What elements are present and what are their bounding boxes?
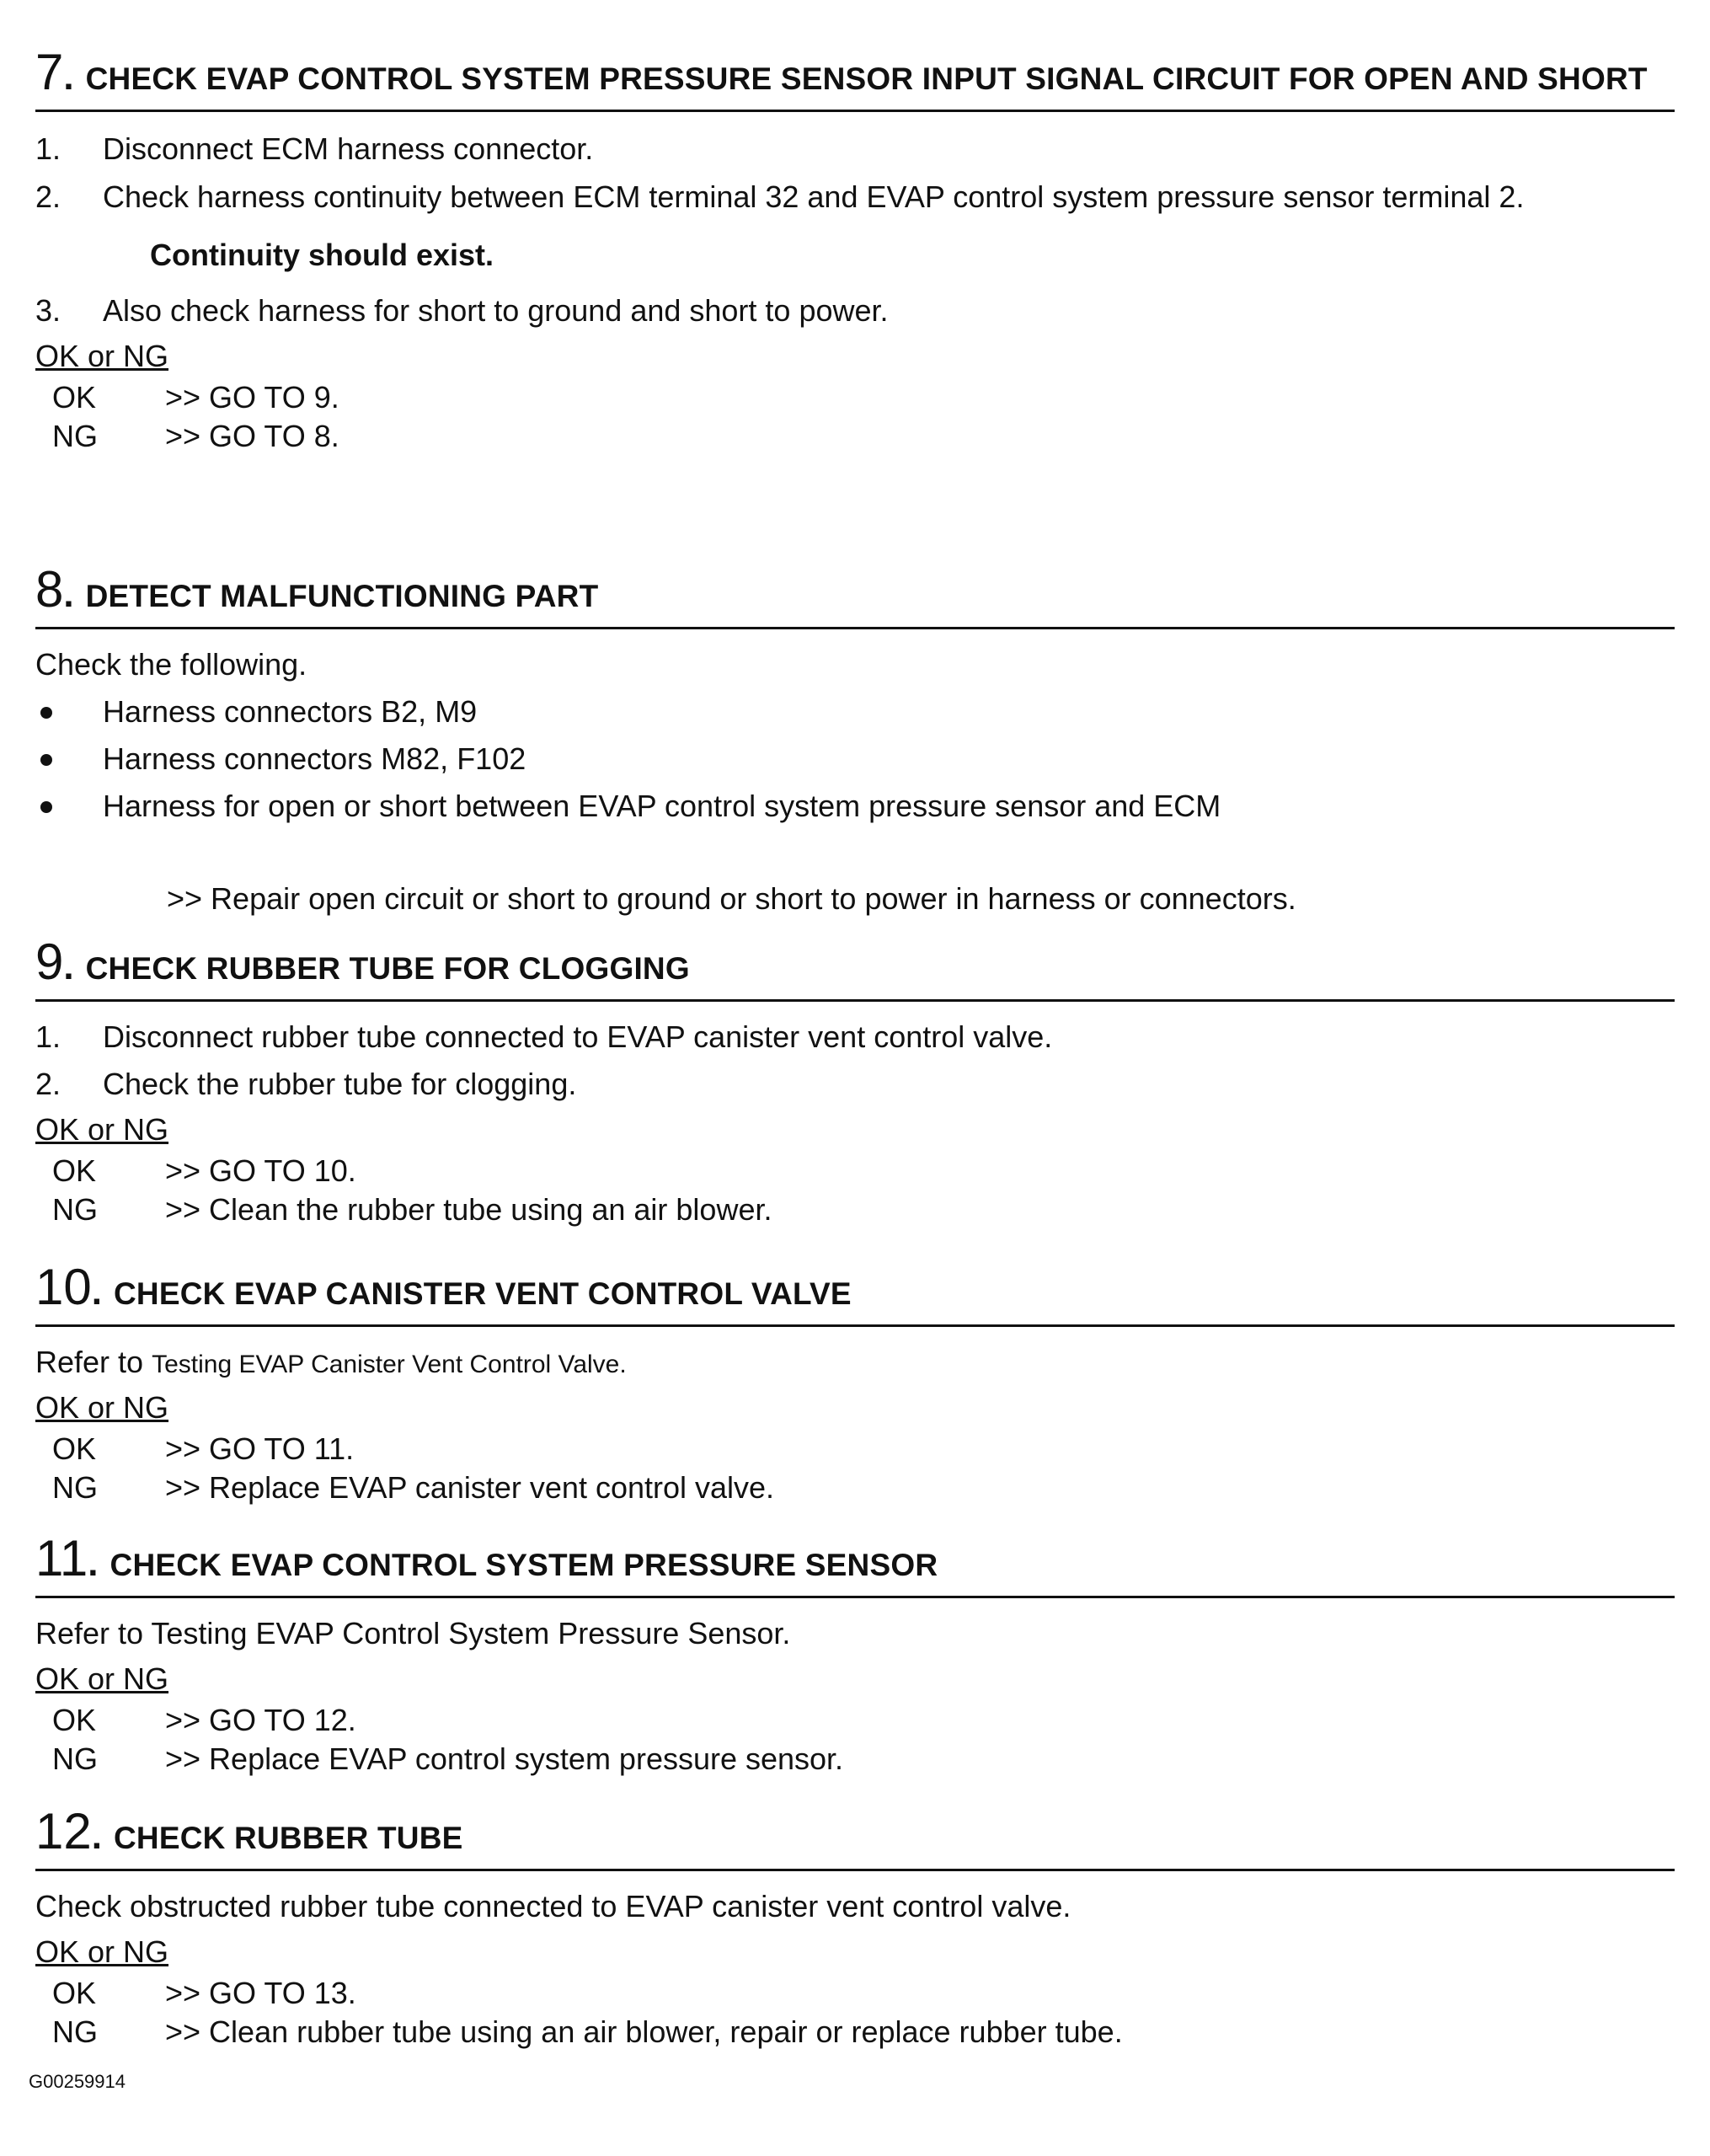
- step-title: CHECK RUBBER TUBE: [113, 1821, 463, 1855]
- ng-option: NG >> GO TO 8.: [52, 419, 339, 453]
- step-number: 10: [35, 1259, 92, 1315]
- ok-ng-heading: OK or NG: [35, 339, 169, 373]
- bullet-icon: [40, 754, 52, 766]
- ng-option: NG >> Replace EVAP canister vent control valve.: [52, 1470, 775, 1505]
- step-10-header: 10. CHECK EVAP CANISTER VENT CONTROL VALVE: [35, 1264, 1675, 1327]
- intro-text: Check the following.: [35, 647, 307, 682]
- reference-text: Refer to Testing EVAP Control System Pressure Sensor.: [35, 1616, 791, 1650]
- step-11-header: 11. CHECK EVAP CONTROL SYSTEM PRESSURE SENSOR: [35, 1535, 1675, 1598]
- intro-text: Check obstructed rubber tube connected to EVAP canister vent control valve.: [35, 1889, 1071, 1923]
- ok-option: OK >> GO TO 10.: [52, 1153, 356, 1188]
- step-8: [35, 561, 1675, 923]
- list-item: 3. Also check harness for short to ground and short to power.: [35, 293, 889, 328]
- ok-option: OK >> GO TO 13.: [52, 1976, 356, 2010]
- step-title: CHECK EVAP CANISTER VENT CONTROL VALVE: [113, 1276, 852, 1311]
- step-8-header: 8. DETECT MALFUNCTIONING PART: [35, 566, 1675, 629]
- step-number: 8: [35, 561, 64, 618]
- ok-option: OK >> GO TO 11.: [52, 1431, 355, 1466]
- list-item: 1. Disconnect ECM harness connector.: [35, 131, 594, 166]
- step-number: 12: [35, 1803, 92, 1859]
- ok-ng-heading: OK or NG: [35, 1934, 169, 1969]
- step-9: [35, 934, 1675, 1229]
- step-title: DETECT MALFUNCTIONING PART: [85, 579, 599, 613]
- continuity-note: Continuity should exist.: [150, 238, 494, 272]
- list-item: 2. Check the rubber tube for clogging.: [35, 1067, 577, 1101]
- ok-option: OK >> GO TO 9.: [52, 380, 339, 415]
- step-11: [35, 1530, 1675, 1779]
- step-number: 7: [35, 44, 64, 100]
- ng-option: NG >> Clean rubber tube using an air blower, repair or replace rubber tube.: [52, 2014, 1123, 2049]
- step-title: CHECK EVAP CONTROL SYSTEM PRESSURE SENSOR: [110, 1548, 938, 1582]
- step-12-header: 12. CHECK RUBBER TUBE: [35, 1808, 1675, 1871]
- ok-ng-heading: OK or NG: [35, 1661, 169, 1696]
- list-item: 1. Disconnect rubber tube connected to EVAP canister vent control valve.: [35, 1019, 1053, 1054]
- step-7: [35, 44, 1675, 456]
- step-10: [35, 1259, 1675, 1507]
- list-item: 2. Check harness continuity between ECM terminal 32 and EVAP control system pressure sensor terminal 2.: [35, 179, 1525, 214]
- reference-link[interactable]: Testing EVAP Canister Vent Control Valve.: [152, 1351, 627, 1378]
- step-7-header: 7. CHECK EVAP CONTROL SYSTEM PRESSURE SENSOR INPUT SIGNAL CIRCUIT FOR OPEN AND SHORT: [35, 49, 1675, 112]
- ok-ng-heading: OK or NG: [35, 1112, 169, 1147]
- ok-ng-heading: OK or NG: [35, 1390, 169, 1425]
- bullet-icon: [40, 707, 52, 719]
- step-title: CHECK RUBBER TUBE FOR CLOGGING: [85, 951, 690, 986]
- ng-option: NG >> Replace EVAP control system pressure sensor.: [52, 1741, 844, 1776]
- ok-option: OK >> GO TO 12.: [52, 1703, 356, 1737]
- document-code: G00259914: [29, 2071, 126, 2092]
- list-item: Harness for open or short between EVAP control system pressure sensor and ECM: [35, 783, 1675, 830]
- step-12: [35, 1803, 1675, 2052]
- action-text: >> Repair open circuit or short to ground or short to power in harness or connectors.: [167, 881, 1296, 916]
- step-number: 9: [35, 934, 64, 990]
- step-number: 11: [35, 1530, 88, 1586]
- step-9-header: 9. CHECK RUBBER TUBE FOR CLOGGING: [35, 939, 1675, 1002]
- step-title: CHECK EVAP CONTROL SYSTEM PRESSURE SENSOR INPUT SIGNAL CIRCUIT FOR OPEN AND SHORT: [85, 62, 1648, 96]
- bullet-icon: [40, 801, 52, 813]
- reference-text: Refer to Testing EVAP Canister Vent Control Valve.: [35, 1345, 627, 1379]
- ng-option: NG >> Clean the rubber tube using an air blower.: [52, 1192, 772, 1227]
- list-item: Harness connectors B2, M9: [35, 688, 1675, 736]
- list-item: Harness connectors M82, F102: [35, 736, 1675, 783]
